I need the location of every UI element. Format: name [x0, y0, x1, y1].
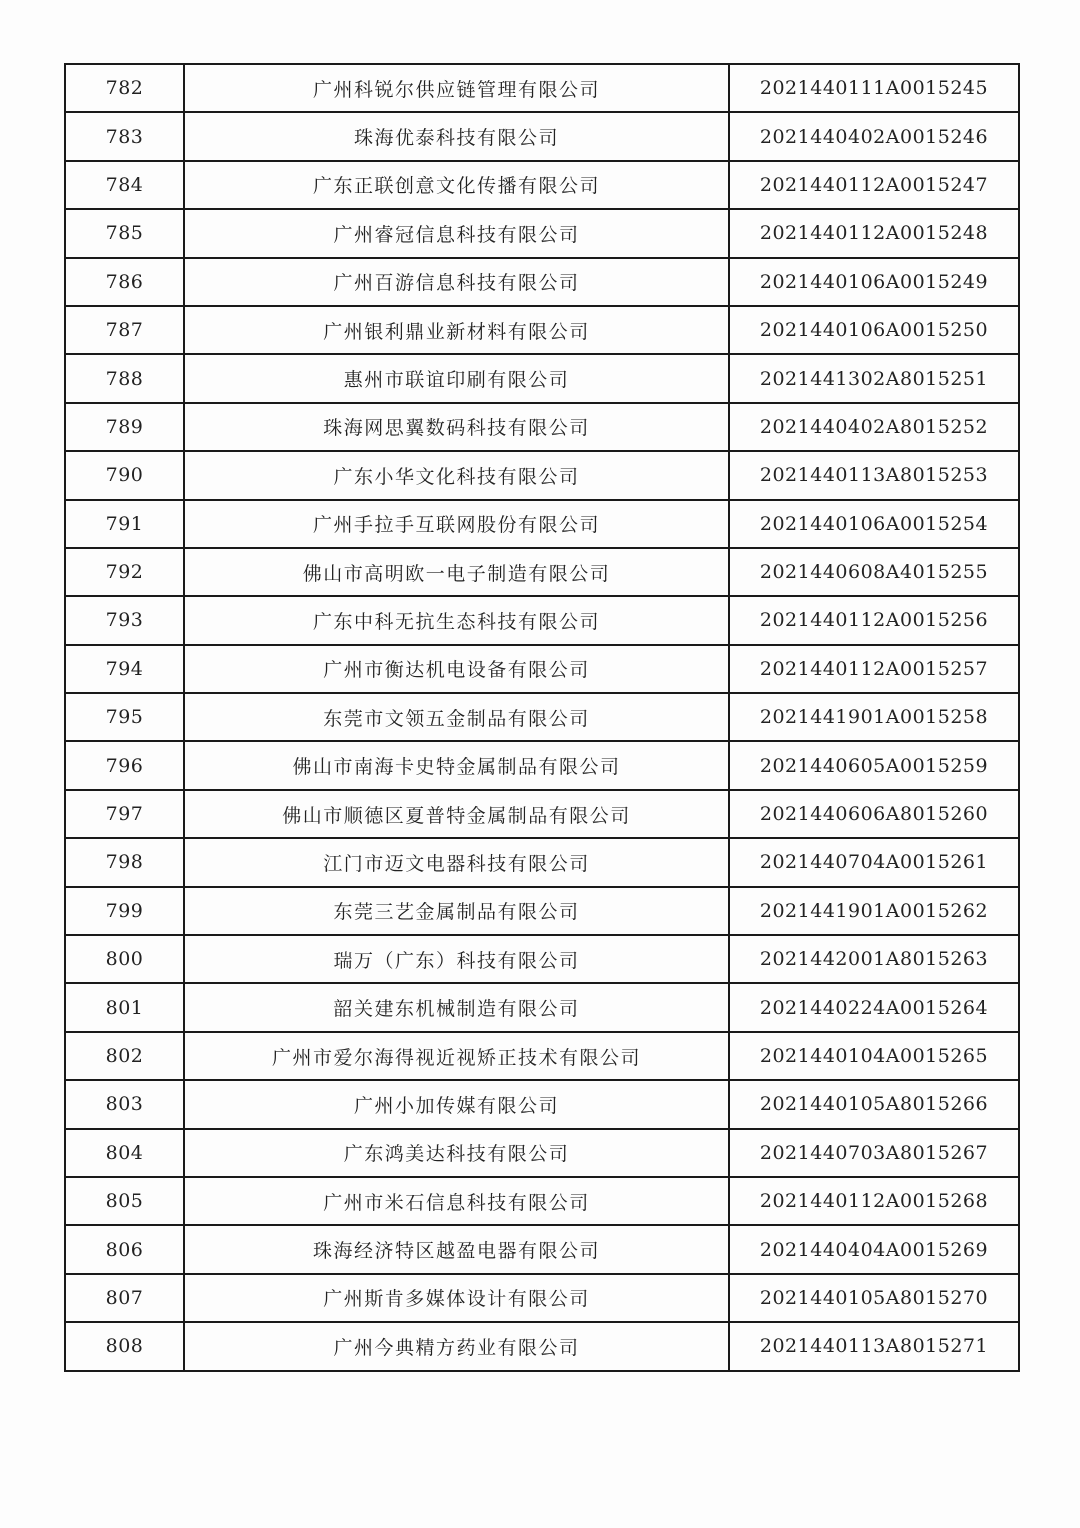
table-row: [65, 1322, 1019, 1370]
table-row: [65, 790, 1019, 838]
company-registry-table: [64, 63, 1020, 1372]
table-row: [65, 935, 1019, 983]
registration-code-cell: 2021440106A0015250: [729, 306, 1019, 354]
registration-code-cell: 2021440113A8015271: [729, 1322, 1019, 1370]
company-name-cell: 珠海网思翼数码科技有限公司: [184, 403, 729, 451]
registration-code-cell: 2021440104A0015265: [729, 1032, 1019, 1080]
company-name-cell: 广州小加传媒有限公司: [184, 1080, 729, 1128]
company-name-cell: 广东鸿美达科技有限公司: [184, 1129, 729, 1177]
company-name-cell: 惠州市联谊印刷有限公司: [184, 354, 729, 402]
registration-code-cell: 2021440112A0015268: [729, 1177, 1019, 1225]
registration-code-cell: 2021440113A8015253: [729, 451, 1019, 499]
registration-code-cell: 2021440105A8015266: [729, 1080, 1019, 1128]
registration-code-cell: 2021440404A0015269: [729, 1225, 1019, 1273]
table-row: [65, 1080, 1019, 1128]
registration-code-cell: 2021440402A0015246: [729, 112, 1019, 160]
row-number-cell: 803: [65, 1080, 184, 1128]
company-name-cell: 广州今典精方药业有限公司: [184, 1322, 729, 1370]
row-number-cell: 795: [65, 693, 184, 741]
company-name-cell: 广东正联创意文化传播有限公司: [184, 161, 729, 209]
company-name-cell: 佛山市南海卡史特金属制品有限公司: [184, 741, 729, 789]
table-row: [65, 500, 1019, 548]
row-number-cell: 788: [65, 354, 184, 402]
row-number-cell: 791: [65, 500, 184, 548]
table-row: [65, 645, 1019, 693]
row-number-cell: 786: [65, 258, 184, 306]
row-number-cell: 782: [65, 64, 184, 112]
company-name-cell: 佛山市顺德区夏普特金属制品有限公司: [184, 790, 729, 838]
company-name-cell: 东莞市文领五金制品有限公司: [184, 693, 729, 741]
registration-code-cell: 2021440605A0015259: [729, 741, 1019, 789]
registration-code-cell: 2021440106A0015254: [729, 500, 1019, 548]
registration-code-cell: 2021440105A8015270: [729, 1274, 1019, 1322]
row-number-cell: 784: [65, 161, 184, 209]
registration-code-cell: 2021440703A8015267: [729, 1129, 1019, 1177]
table-row: [65, 741, 1019, 789]
registration-code-cell: 2021440112A0015247: [729, 161, 1019, 209]
table-row: [65, 1274, 1019, 1322]
table-row: [65, 209, 1019, 257]
row-number-cell: 792: [65, 548, 184, 596]
table-row: [65, 1225, 1019, 1273]
company-name-cell: 广东小华文化科技有限公司: [184, 451, 729, 499]
table-row: [65, 693, 1019, 741]
company-name-cell: 佛山市高明欧一电子制造有限公司: [184, 548, 729, 596]
row-number-cell: 797: [65, 790, 184, 838]
company-name-cell: 珠海优泰科技有限公司: [184, 112, 729, 160]
company-name-cell: 东莞三艺金属制品有限公司: [184, 887, 729, 935]
registration-code-cell: 2021440112A0015256: [729, 596, 1019, 644]
row-number-cell: 807: [65, 1274, 184, 1322]
company-name-cell: 广州科锐尔供应链管理有限公司: [184, 64, 729, 112]
table-row: [65, 1129, 1019, 1177]
company-name-cell: 广州市衡达机电设备有限公司: [184, 645, 729, 693]
registration-code-cell: 2021440111A0015245: [729, 64, 1019, 112]
table-row: [65, 1032, 1019, 1080]
company-name-cell: 广州银利鼎业新材料有限公司: [184, 306, 729, 354]
registration-code-cell: 2021441901A0015262: [729, 887, 1019, 935]
table-row: [65, 887, 1019, 935]
table-row: [65, 548, 1019, 596]
company-name-cell: 广州睿冠信息科技有限公司: [184, 209, 729, 257]
table-row: [65, 161, 1019, 209]
row-number-cell: 793: [65, 596, 184, 644]
registration-code-cell: 2021440112A0015257: [729, 645, 1019, 693]
registration-code-cell: 2021440608A4015255: [729, 548, 1019, 596]
row-number-cell: 801: [65, 983, 184, 1031]
row-number-cell: 796: [65, 741, 184, 789]
registration-code-cell: 2021440224A0015264: [729, 983, 1019, 1031]
row-number-cell: 808: [65, 1322, 184, 1370]
registration-code-cell: 2021440606A8015260: [729, 790, 1019, 838]
registration-code-cell: 2021441302A8015251: [729, 354, 1019, 402]
company-name-cell: 广州斯肯多媒体设计有限公司: [184, 1274, 729, 1322]
company-name-cell: 广州市爱尔海得视近视矫正技术有限公司: [184, 1032, 729, 1080]
company-name-cell: 珠海经济特区越盈电器有限公司: [184, 1225, 729, 1273]
row-number-cell: 787: [65, 306, 184, 354]
company-name-cell: 韶关建东机械制造有限公司: [184, 983, 729, 1031]
company-name-cell: 瑞万（广东）科技有限公司: [184, 935, 729, 983]
table-row: [65, 306, 1019, 354]
row-number-cell: 800: [65, 935, 184, 983]
table-row: [65, 112, 1019, 160]
table-body: [65, 64, 1019, 1371]
table-row: [65, 451, 1019, 499]
company-name-cell: 广东中科无抗生态科技有限公司: [184, 596, 729, 644]
row-number-cell: 790: [65, 451, 184, 499]
registration-code-cell: 2021442001A8015263: [729, 935, 1019, 983]
row-number-cell: 802: [65, 1032, 184, 1080]
table-row: [65, 838, 1019, 886]
row-number-cell: 799: [65, 887, 184, 935]
registration-code-cell: 2021440402A8015252: [729, 403, 1019, 451]
table-row: [65, 258, 1019, 306]
table-row: [65, 1177, 1019, 1225]
table-row: [65, 596, 1019, 644]
company-name-cell: 广州市米石信息科技有限公司: [184, 1177, 729, 1225]
company-name-cell: 广州百游信息科技有限公司: [184, 258, 729, 306]
row-number-cell: 798: [65, 838, 184, 886]
table-row: [65, 403, 1019, 451]
table-row: [65, 983, 1019, 1031]
company-name-cell: 广州手拉手互联网股份有限公司: [184, 500, 729, 548]
row-number-cell: 783: [65, 112, 184, 160]
row-number-cell: 789: [65, 403, 184, 451]
registration-code-cell: 2021441901A0015258: [729, 693, 1019, 741]
row-number-cell: 806: [65, 1225, 184, 1273]
registration-code-cell: 2021440112A0015248: [729, 209, 1019, 257]
registration-code-cell: 2021440106A0015249: [729, 258, 1019, 306]
table-row: [65, 64, 1019, 112]
row-number-cell: 785: [65, 209, 184, 257]
registration-code-cell: 2021440704A0015261: [729, 838, 1019, 886]
row-number-cell: 805: [65, 1177, 184, 1225]
row-number-cell: 794: [65, 645, 184, 693]
table-row: [65, 354, 1019, 402]
row-number-cell: 804: [65, 1129, 184, 1177]
company-name-cell: 江门市迈文电器科技有限公司: [184, 838, 729, 886]
